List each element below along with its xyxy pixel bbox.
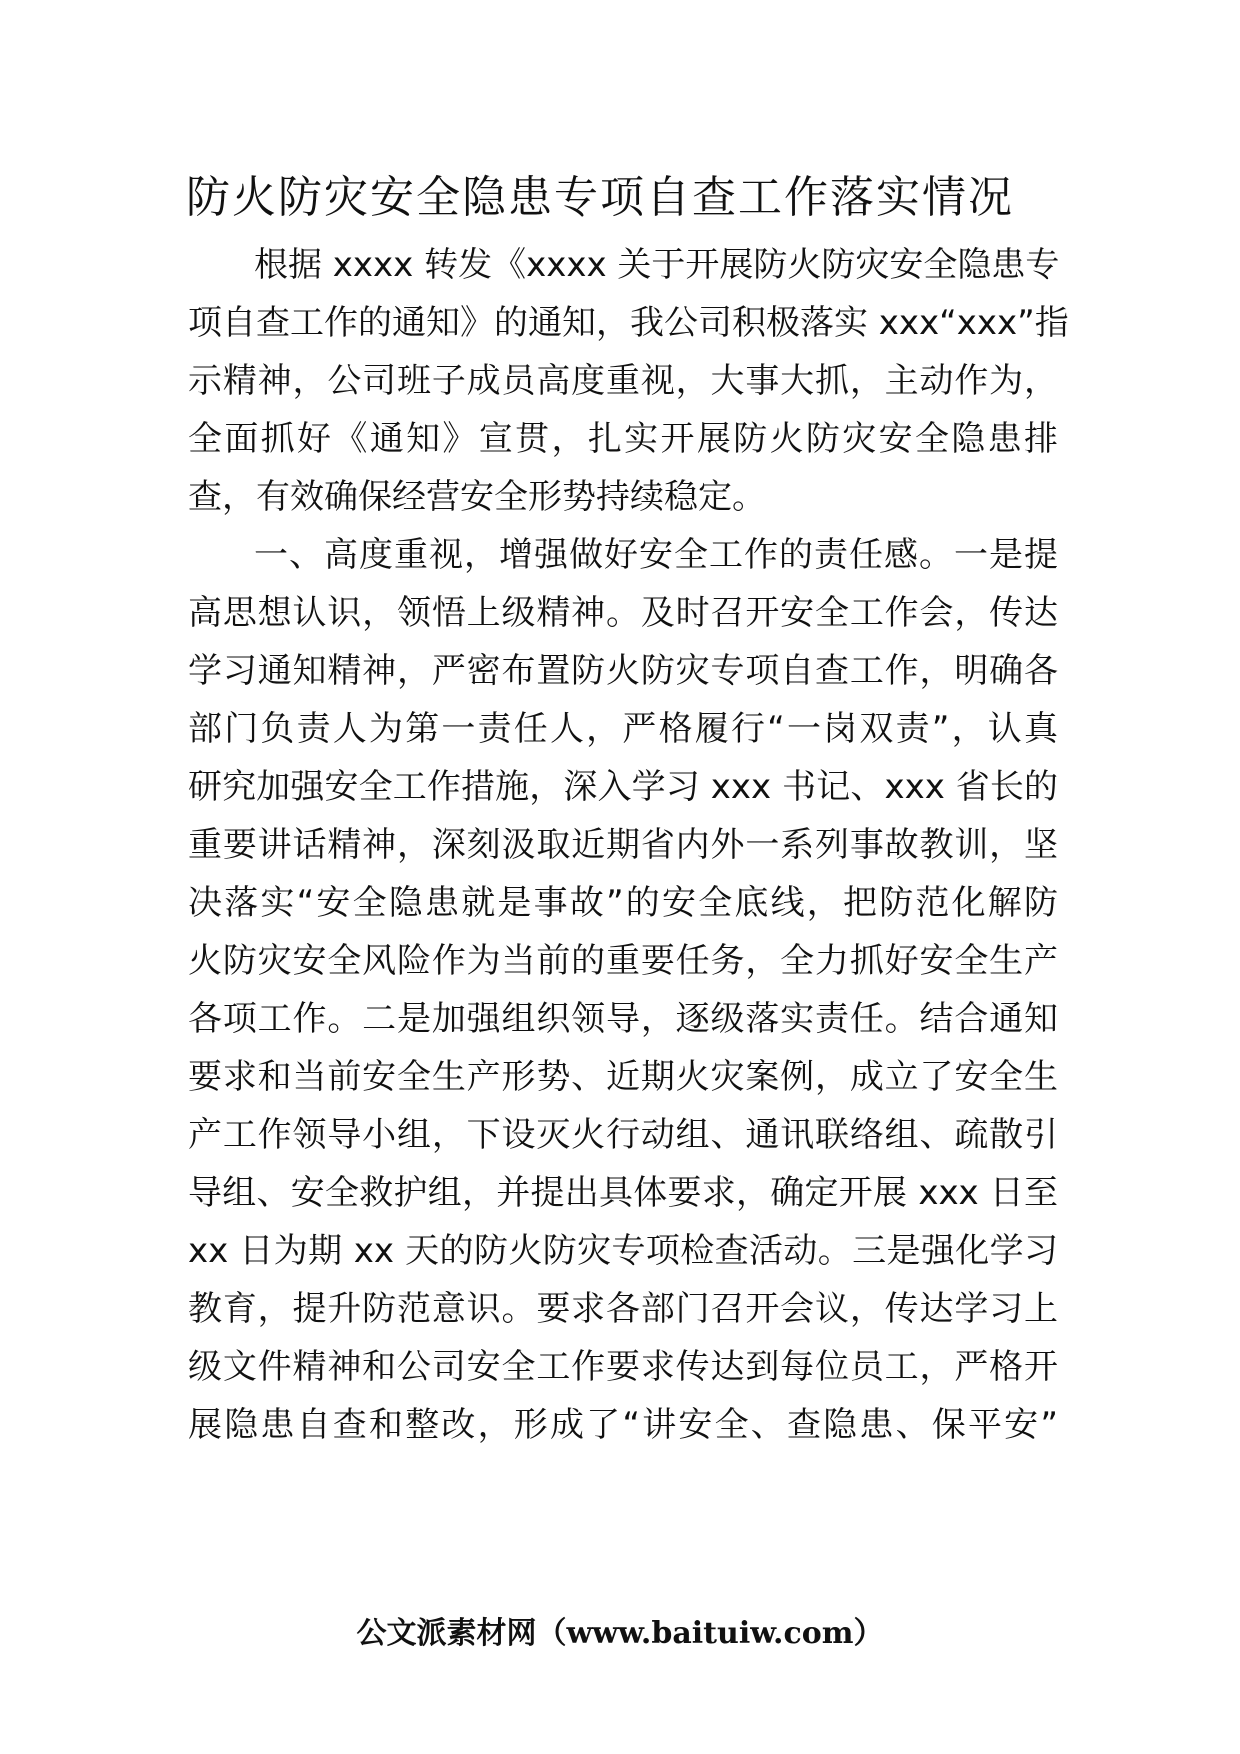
document-title: 防火防灾安全隐患专项自查工作落实情况 [186,172,1014,223]
paragraph-2-line-6: 重要讲话精神，深刻汲取近期省内外一系列事故教训，坚 [188,825,1058,865]
paragraph-2-line-3: 学习通知精神，严密布置防火防灾专项自查工作，明确各 [188,651,1058,691]
paragraph-1-line-5: 查，有效确保经营安全形势持续稳定。 [188,477,766,517]
paragraph-2-line-10: 要求和当前安全生产形势、近期火灾案例，成立了安全生 [188,1057,1058,1097]
paragraph-2-line-1: 一、高度重视，增强做好安全工作的责任感。一是提 [254,535,1058,575]
paragraph-1-line-1: 根据 xxxx 转发《xxxx 关于开展防火防灾安全隐患专 [254,245,1060,285]
paragraph-2-line-2: 高思想认识，领悟上级精神。及时召开安全工作会，传达 [188,593,1058,633]
paragraph-2-line-8: 火防灾安全风险作为当前的重要任务，全力抓好安全生产 [188,941,1058,981]
paragraph-2-line-5: 研究加强安全工作措施，深入学习 xxx 书记、xxx 省长的 [188,767,1058,807]
paragraph-2-line-13: xx 日为期 xx 天的防火防灾专项检查活动。三是强化学习 [188,1231,1058,1271]
paragraph-2-line-14: 教育，提升防范意识。要求各部门召开会议，传达学习上 [188,1289,1058,1329]
paragraph-1-line-2: 项自查工作的通知》的通知，我公司积极落实 xxx“xxx”指 [188,303,1069,343]
paragraph-2-line-12: 导组、安全救护组，并提出具体要求，确定开展 xxx 日至 [188,1173,1058,1213]
paragraph-2-line-9: 各项工作。二是加强组织领导，逐级落实责任。结合通知 [188,999,1058,1039]
paragraph-2-line-7: 决落实“安全隐患就是事故”的安全底线，把防范化解防 [188,883,1058,923]
paragraph-1-line-4: 全面抓好《通知》宣贯，扎实开展防火防灾安全隐患排 [188,419,1058,459]
paragraph-2-line-15: 级文件精神和公司安全工作要求传达到每位员工，严格开 [188,1347,1058,1387]
paragraph-2-line-16: 展隐患自查和整改，形成了“讲安全、查隐患、保平安” [188,1405,1058,1445]
paragraph-2-line-11: 产工作领导小组，下设灭火行动组、通讯联络组、疏散引 [188,1115,1058,1155]
watermark-footer: 公文派素材网（www.baituiw.com） [356,1616,884,1651]
paragraph-2-line-4: 部门负责人为第一责任人，严格履行“一岗双责”，认真 [188,709,1058,749]
paragraph-1-line-3: 示精神，公司班子成员高度重视，大事大抓，主动作为， [188,361,1058,401]
